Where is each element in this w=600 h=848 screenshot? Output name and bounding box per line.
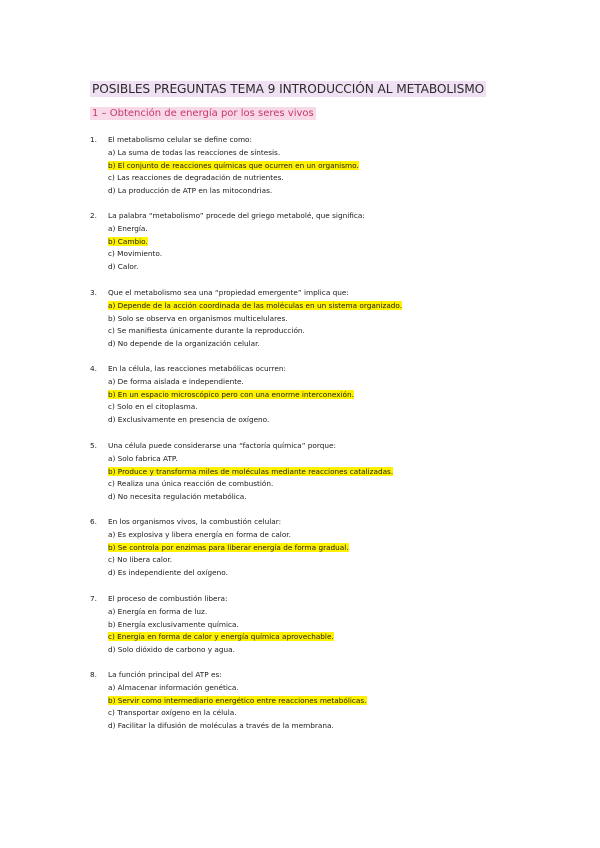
question-header <box>90 363 540 376</box>
answer-option-text: a) La suma de todas las reacciones de síntesis. <box>108 147 281 157</box>
answer-option-text: b) Se controla por enzimas para liberar energía de forma gradual. <box>108 542 349 552</box>
answer-option-correct <box>108 300 540 313</box>
question-text: En los organismos vivos, la combustión celular: <box>108 517 282 526</box>
question-item <box>90 210 540 274</box>
question-header <box>90 440 540 453</box>
answer-option <box>108 554 540 567</box>
answer-option <box>108 491 540 504</box>
answer-option-text: d) No necesita regulación metabólica. <box>108 492 247 502</box>
answer-option <box>108 261 540 274</box>
answer-option-text: b) En un espacio microscópico pero con una enorme interconexión. <box>108 389 354 399</box>
question-number: 6. <box>90 517 97 526</box>
answer-option-text: c) No libera calor. <box>108 555 173 565</box>
answer-option <box>108 313 540 326</box>
question-number: 1. <box>90 135 97 144</box>
answer-option-text: b) Cambio. <box>108 236 148 246</box>
answer-option-text: a) Es explosiva y libera energía en forma de calor. <box>108 529 291 539</box>
question-number: 5. <box>90 441 97 450</box>
question-item <box>90 134 540 198</box>
answer-option <box>108 185 540 198</box>
answer-option-text: d) Facilitar la difusión de moléculas a través de la membrana. <box>108 721 334 731</box>
answer-option <box>108 414 540 427</box>
answer-option <box>108 707 540 720</box>
answer-option-text: d) No depende de la organización celular. <box>108 339 260 349</box>
question-header <box>90 210 540 223</box>
answer-option <box>108 619 540 632</box>
question-item <box>90 287 540 351</box>
answer-option-text: c) Realiza una única reacción de combustión. <box>108 479 274 489</box>
answer-option <box>108 682 540 695</box>
answer-option-text: d) La producción de ATP en las mitocondrias. <box>108 186 273 196</box>
answer-option-text: a) De forma aislada e independiente. <box>108 376 244 386</box>
answer-option <box>108 529 540 542</box>
answer-option-text: a) Almacenar información genética. <box>108 682 239 692</box>
answer-option-correct <box>108 389 540 402</box>
answer-option <box>108 644 540 657</box>
question-header <box>90 516 540 529</box>
answer-option-text: a) Depende de la acción coordinada de las moléculas en un sistema organizado. <box>108 300 403 310</box>
answer-option <box>108 172 540 185</box>
answer-option-text: c) Las reacciones de degradación de nutrientes. <box>108 173 284 183</box>
question-text: La palabra “metabolismo” procede del griego metabolé, que significa: <box>108 211 365 220</box>
answer-option <box>108 401 540 414</box>
question-number: 4. <box>90 364 97 373</box>
answer-option-text: b) Servir como intermediario energético entre reacciones metabólicas. <box>108 695 367 705</box>
question-item <box>90 593 540 657</box>
answer-option-correct <box>108 160 540 173</box>
question-item <box>90 669 540 733</box>
question-number: 8. <box>90 670 97 679</box>
answer-option-text: c) Transportar oxígeno en la célula. <box>108 708 237 718</box>
answer-option <box>108 147 540 160</box>
answer-option-text: c) Movimiento. <box>108 249 163 259</box>
answer-option <box>108 478 540 491</box>
answer-option-text: d) Calor. <box>108 262 139 272</box>
answer-option <box>108 720 540 733</box>
answer-option-text: b) Produce y transforma miles de moléculas mediante reacciones catalizadas. <box>108 466 394 476</box>
answer-option-correct <box>108 695 540 708</box>
question-text: El metabolismo celular se define como: <box>108 135 252 144</box>
answer-option <box>108 567 540 580</box>
answer-option-text: b) Solo se observa en organismos multicelulares. <box>108 313 288 323</box>
answer-option-text: c) Se manifiesta únicamente durante la reproducción. <box>108 326 305 336</box>
question-text: El proceso de combustión libera: <box>108 594 228 603</box>
answer-option-text: d) Solo dióxido de carbono y agua. <box>108 645 235 655</box>
answer-option <box>108 325 540 338</box>
answer-option-text: c) Solo en el citoplasma. <box>108 402 198 412</box>
question-text: Que el metabolismo sea una “propiedad emergente” implica que: <box>108 288 349 297</box>
question-number: 3. <box>90 288 97 297</box>
answer-option <box>108 338 540 351</box>
question-item <box>90 516 540 580</box>
question-item <box>90 440 540 504</box>
answer-option-text: a) Energía. <box>108 223 148 233</box>
answer-option <box>108 248 540 261</box>
answer-option-text: b) Energía exclusivamente química. <box>108 619 239 629</box>
question-number: 7. <box>90 594 97 603</box>
answer-option <box>108 606 540 619</box>
question-header <box>90 287 540 300</box>
section-heading: 1 – Obtención de energía por los seres vivos <box>92 108 314 119</box>
document-title: POSIBLES PREGUNTAS TEMA 9 INTRODUCCIÓN AL METABOLISMO <box>92 82 485 96</box>
question-header <box>90 593 540 606</box>
question-text: En la célula, las reacciones metabólicas ocurren: <box>108 364 286 373</box>
answer-option-text: d) Exclusivamente en presencia de oxígeno. <box>108 415 270 425</box>
answer-option-correct <box>108 542 540 555</box>
answer-option <box>108 223 540 236</box>
question-item <box>90 363 540 427</box>
answer-option-text: a) Solo fabrica ATP. <box>108 453 178 463</box>
answer-option <box>108 453 540 466</box>
answer-option-text: b) El conjunto de reacciones químicas que ocurren en un organismo. <box>108 160 359 170</box>
answer-option-correct <box>108 631 540 644</box>
answer-option-text: d) Es independiente del oxígeno. <box>108 568 228 578</box>
answer-option-correct <box>108 466 540 479</box>
answer-option <box>108 376 540 389</box>
question-header <box>90 134 540 147</box>
answer-option-text: a) Energía en forma de luz. <box>108 606 208 616</box>
answer-option-text: c) Energía en forma de calor y energía química aprovechable. <box>108 632 334 642</box>
question-text: La función principal del ATP es: <box>108 670 222 679</box>
question-header <box>90 669 540 682</box>
question-text: Una célula puede considerarse una “factoría química” porque: <box>108 441 336 450</box>
answer-option-correct <box>108 236 540 249</box>
question-number: 2. <box>90 211 97 220</box>
